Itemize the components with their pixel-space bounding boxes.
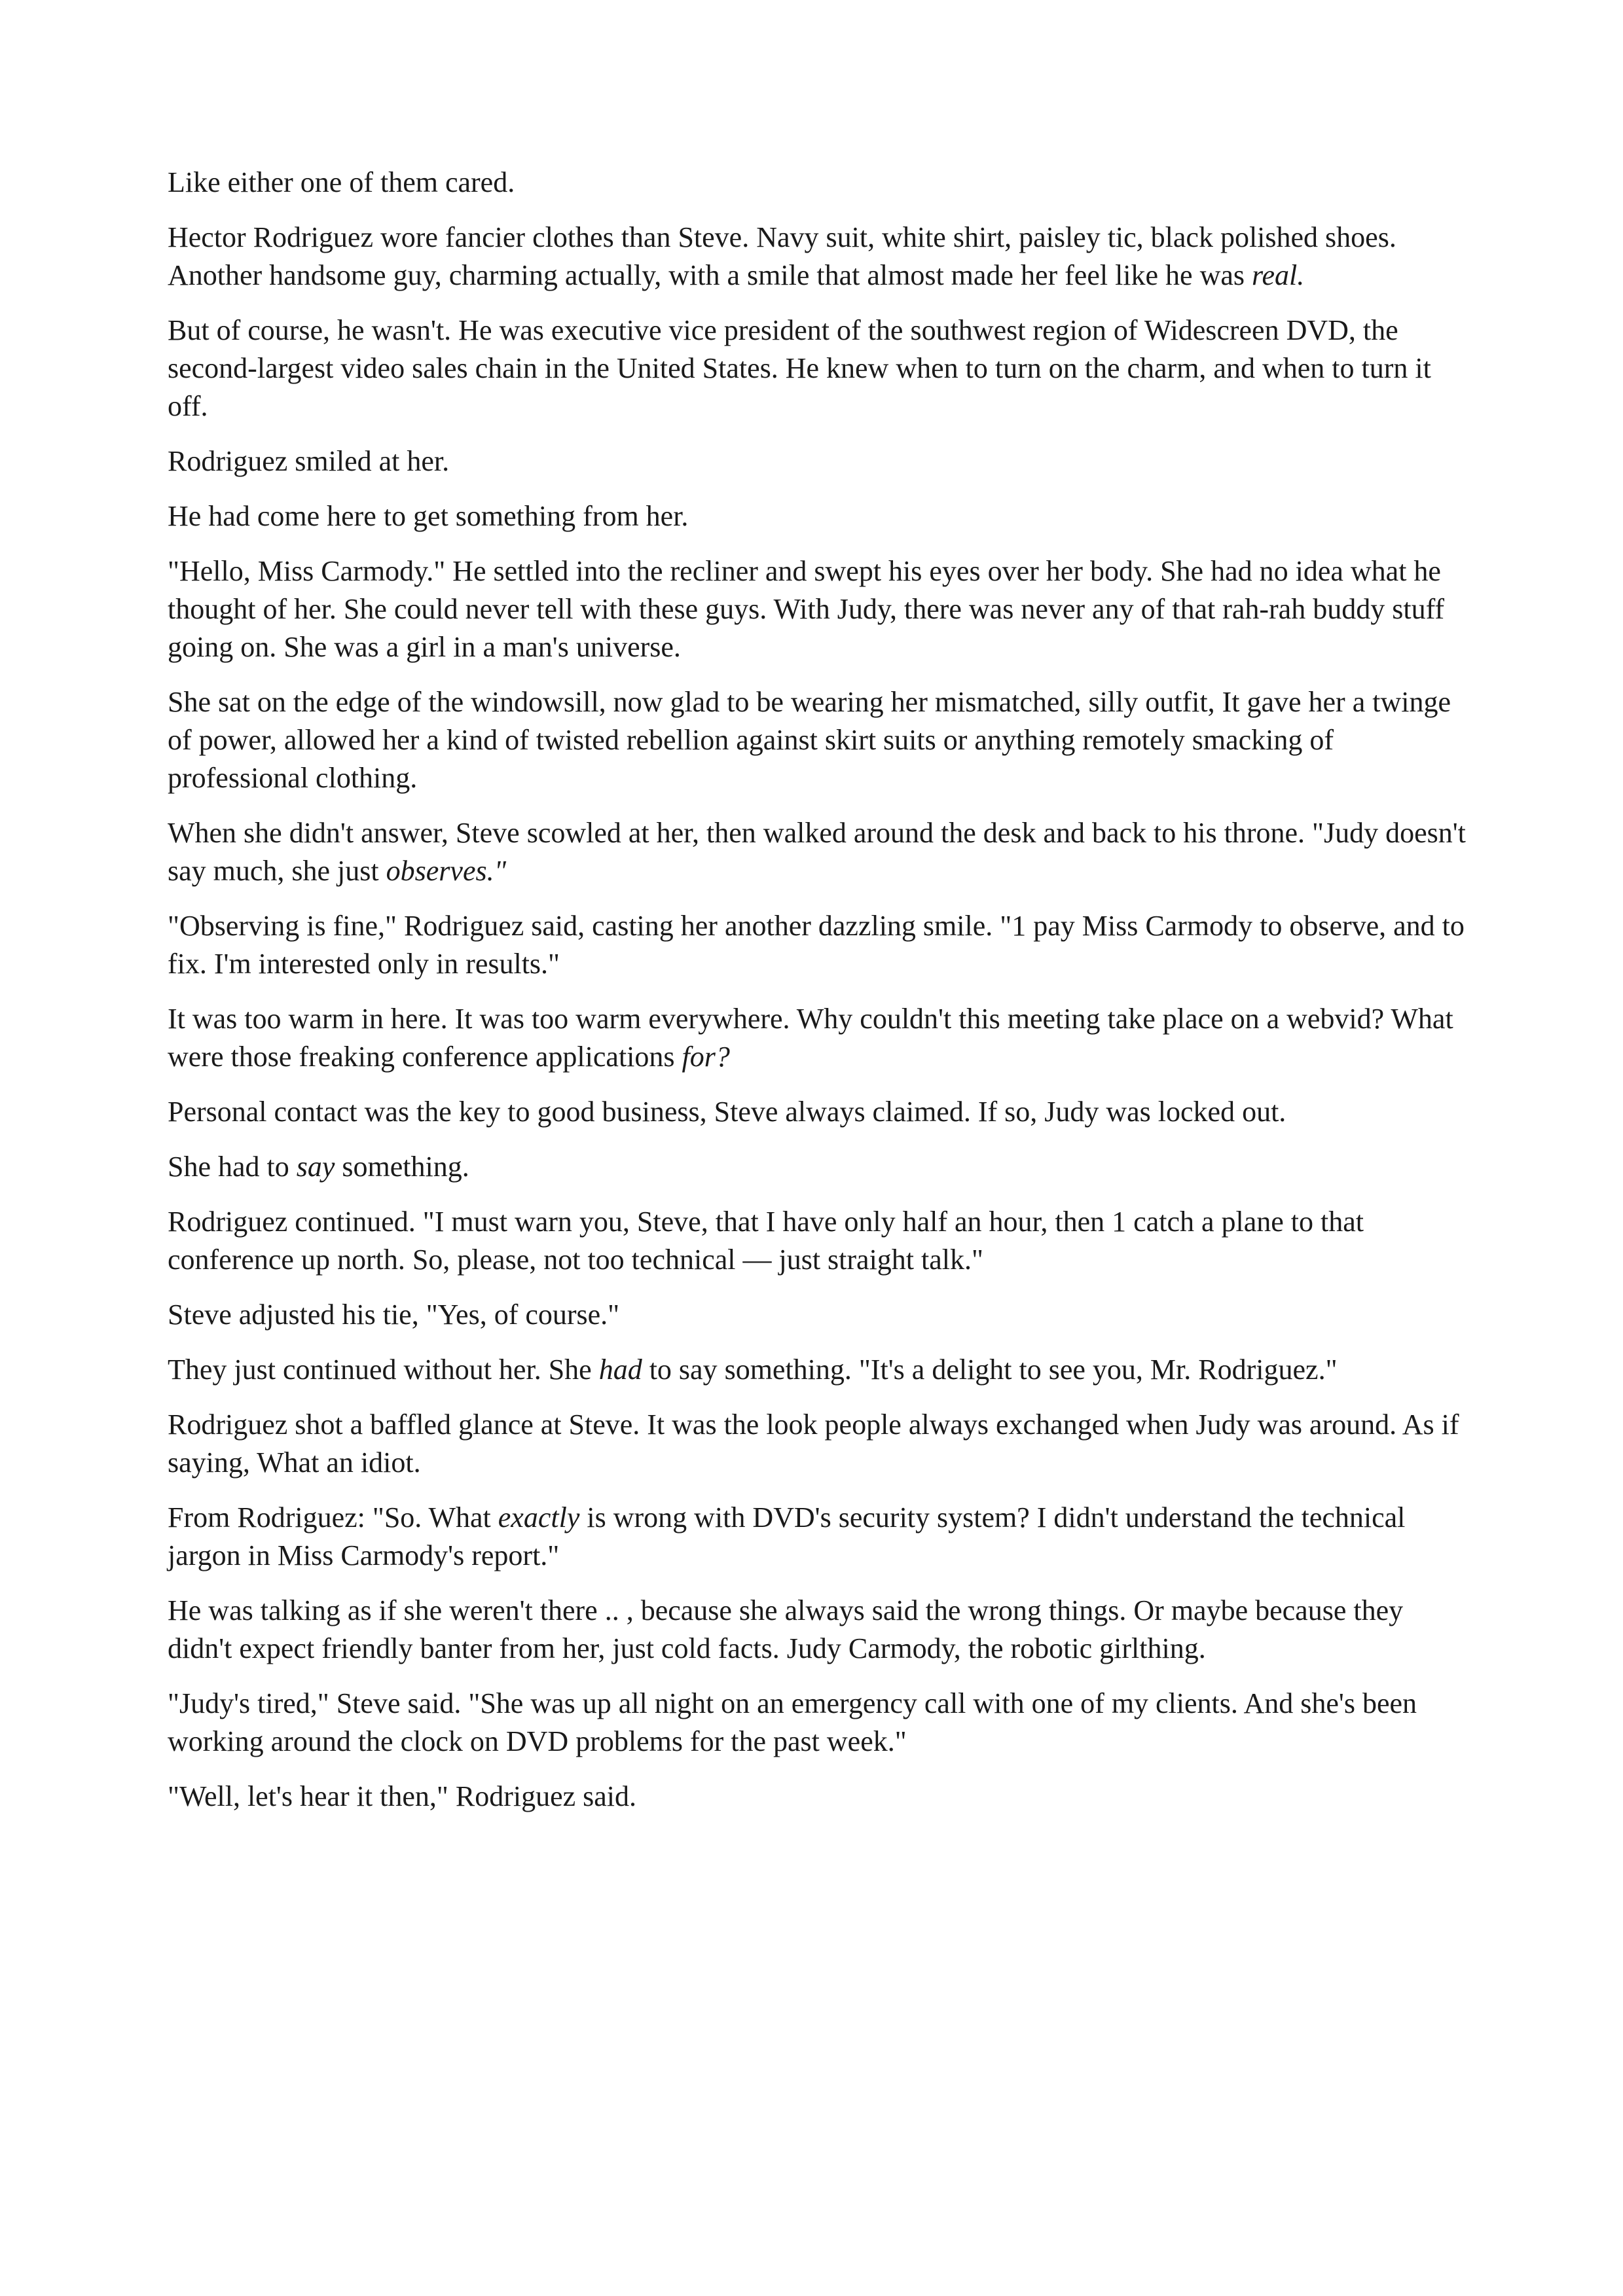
paragraph — [168, 1406, 1470, 1482]
text-run: He had come here to get something from her. — [168, 500, 689, 532]
emphasis-text: for? — [682, 1041, 730, 1073]
text-run: Hector Rodriguez wore fancier clothes than Steve. Navy suit, white shirt, paisley tic, black polished shoes. Another handsome guy, charming actually, with a smile that almost made her feel like he was — [168, 221, 1396, 291]
text-run: Rodriguez continued. "I must warn you, Steve, that I have only half an hour, then 1 catch a plane to that conference up north. So, please, not too technical — just straight talk." — [168, 1206, 1364, 1276]
emphasis-text: exactly — [498, 1501, 580, 1534]
text-run: They just continued without her. She — [168, 1354, 599, 1386]
paragraph — [168, 312, 1470, 425]
paragraph — [168, 442, 1470, 480]
text-run: "Hello, Miss Carmody." He settled into the recliner and swept his eyes over her body. She had no idea what he thought of her. She could never tell with these guys. With Judy, there was never any of that rah-rah buddy stuff going on. She was a girl in a man's universe. — [168, 555, 1445, 663]
text-run: Steve adjusted his tie, "Yes, of course." — [168, 1299, 620, 1331]
paragraph — [168, 1148, 1470, 1186]
paragraph — [168, 219, 1470, 295]
text-run: It was too warm in here. It was too warm everywhere. Why couldn't this meeting take place on a webvid? What were those freaking conference applications — [168, 1003, 1453, 1073]
paragraph — [168, 497, 1470, 535]
paragraph — [168, 814, 1470, 890]
text-run: But of course, he wasn't. He was executive vice president of the southwest region of Widescreen DVD, the second-largest video sales chain in the United States. He knew when to turn on the charm, and when to turn it off. — [168, 314, 1431, 422]
paragraph — [168, 1351, 1470, 1389]
text-run: something. — [335, 1151, 469, 1183]
paragraph — [168, 683, 1470, 797]
text-run: to say something. "It's a delight to see you, Mr. Rodriguez." — [642, 1354, 1338, 1386]
paragraph — [168, 1000, 1470, 1076]
text-run: Rodriguez shot a baffled glance at Steve. It was the look people always exchanged when Judy was around. As if saying, What an idiot. — [168, 1408, 1459, 1479]
text-run: He was talking as if she weren't there .. , because she always said the wrong things. Or maybe because they didn't expect friendly banter from her, just cold facts. Judy Carmody, the robotic girlthing. — [168, 1594, 1404, 1664]
paragraph — [168, 164, 1470, 202]
paragraph — [168, 1296, 1470, 1334]
paragraph — [168, 1778, 1470, 1816]
emphasis-text: real. — [1252, 259, 1305, 291]
body-text — [168, 164, 1470, 1833]
text-run: "Judy's tired," Steve said. "She was up all night on an emergency call with one of my clients. And she's been working around the clock on DVD problems for the past week." — [168, 1687, 1417, 1757]
text-run: Rodriguez smiled at her. — [168, 445, 450, 477]
paragraph — [168, 907, 1470, 983]
paragraph — [168, 1499, 1470, 1575]
emphasis-text: observes." — [386, 855, 507, 887]
text-run: Like either one of them cared. — [168, 166, 515, 198]
text-run: From Rodriguez: "So. What — [168, 1501, 498, 1534]
paragraph — [168, 1592, 1470, 1668]
text-run: "Well, let's hear it then," Rodriguez said. — [168, 1780, 637, 1812]
text-run: Personal contact was the key to good business, Steve always claimed. If so, Judy was locked out. — [168, 1096, 1286, 1128]
text-run: She had to — [168, 1151, 297, 1183]
paragraph — [168, 552, 1470, 666]
text-run: "Observing is fine," Rodriguez said, casting her another dazzling smile. "1 pay Miss Carmody to observe, and to fix. I'm interested only in results." — [168, 910, 1465, 980]
emphasis-text: say — [296, 1151, 335, 1183]
text-run: When she didn't answer, Steve scowled at her, then walked around the desk and back to his throne. "Judy doesn't say much, she just — [168, 817, 1466, 887]
text-run: She sat on the edge of the windowsill, now glad to be wearing her mismatched, silly outfit, It gave her a twinge of power, allowed her a kind of twisted rebellion against skirt suits or anything remotely smacking of professional clothing. — [168, 686, 1451, 794]
paragraph — [168, 1203, 1470, 1279]
text-run: is wrong with DVD's security system? I didn't understand the technical jargon in Miss Carmody's report." — [168, 1501, 1406, 1571]
paragraph — [168, 1685, 1470, 1761]
emphasis-text: had — [598, 1354, 642, 1386]
paragraph — [168, 1093, 1470, 1131]
